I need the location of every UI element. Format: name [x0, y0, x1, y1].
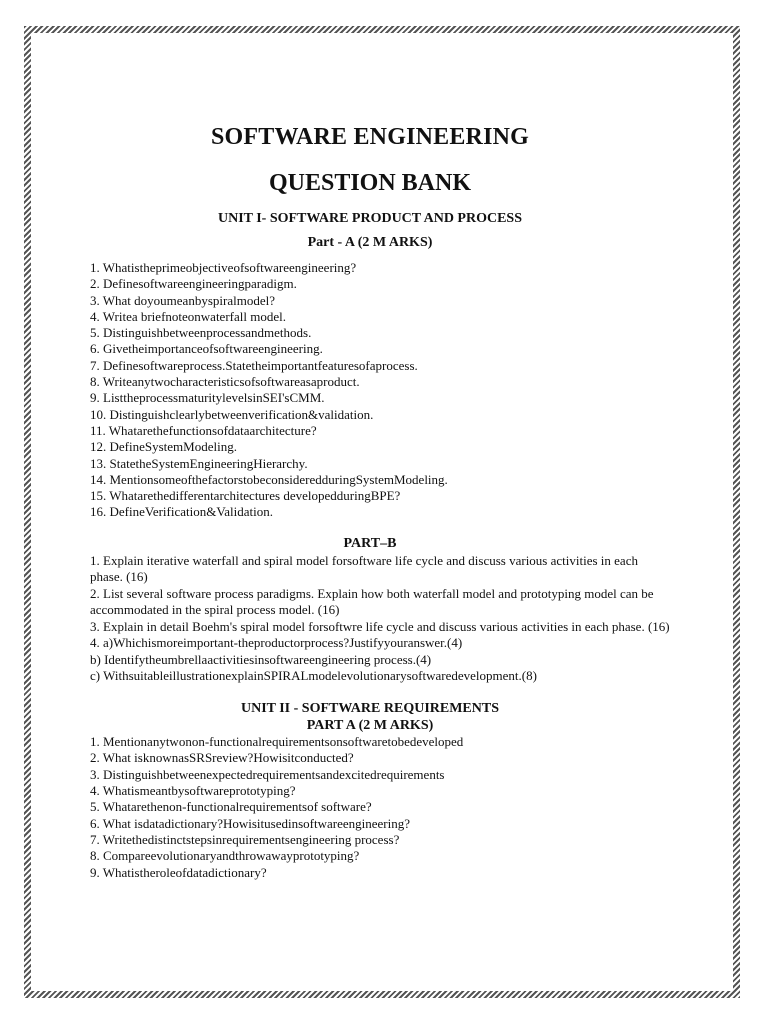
- question-item: 13. StatetheSystemEngineeringHierarchy.: [90, 455, 308, 471]
- document-subtitle: QUESTION BANK: [268, 170, 472, 196]
- unit1-part-b-list: [90, 553, 670, 684]
- unit2-heading: UNIT II - SOFTWARE REQUIREMENTS: [240, 701, 499, 717]
- question-item: 1. Mentionanytwonon-functionalrequirementsonsoftwaretobedeveloped: [90, 734, 464, 750]
- question-item: 8. Compareevolutionaryandthrowawayprototyping?: [90, 848, 360, 864]
- unit1-part-a-heading: Part - A (2 M ARKS): [307, 235, 433, 250]
- question-item: 16. DefineVerification&Validation.: [90, 504, 274, 520]
- question-item: 9. ListtheprocessmaturitylevelsinSEI'sCMM.: [90, 390, 325, 406]
- unit2-part-a-heading: PART A (2 M ARKS): [306, 718, 434, 734]
- question-item: 10. Distinguishclearlybetweenverification&validation.: [90, 406, 374, 422]
- unit1-heading: UNIT I- SOFTWARE PRODUCT AND PROCESS: [217, 211, 523, 226]
- question-item: 1. Whatistheprimeobjectiveofsoftwareengineering?: [90, 260, 357, 275]
- question-item: 7. Writethedistinctstepsinrequirementsengineering process?: [90, 831, 400, 847]
- question-item: 4. Writea briefnoteonwaterfall model.: [90, 308, 286, 324]
- question-item: 4. Whatismeantbysoftwareprototyping?: [90, 783, 296, 799]
- question-item: 6. What isdatadictionary?Howisitusedinsoftwareengineering?: [90, 815, 410, 831]
- question-item: 14. MentionsomeofthefactorstobeconsideredduringSystemModeling.: [90, 471, 448, 487]
- unit2-part-a-list: [90, 734, 670, 881]
- question-item: 5. Distinguishbetweenprocessandmethods.: [90, 325, 312, 341]
- unit1-part-a-list: [90, 260, 670, 521]
- question-item: 3. What doyoumeanbyspiralmodel?: [90, 292, 275, 308]
- question-item: c) WithsuitableillustrationexplainSPIRALmodelevolutionarysoftwaredevelopment.(8): [90, 667, 537, 683]
- unit1-part-b-heading: PART–B: [343, 535, 397, 551]
- question-item: 9. Whatistheroleofdatadictionary?: [90, 864, 267, 880]
- question-item: 6. Givetheimportanceofsoftwareengineering.: [90, 341, 323, 357]
- question-item: 3. Explain in detail Boehm's spiral model forsoftwre life cycle and discuss various activities in each phase. (16): [90, 618, 670, 634]
- question-item: 8. Writeanytwocharacteristicsofsoftwareasaproduct.: [90, 374, 360, 390]
- document-title: SOFTWARE ENGINEERING: [210, 124, 530, 150]
- question-item: 2. Definesoftwareengineeringparadigm.: [90, 276, 297, 292]
- question-item: 2. List several software process paradigms. Explain how both waterfall model and prototyping model can be accommodated in the spiral process model. (16): [90, 585, 654, 618]
- document-body: [90, 122, 670, 881]
- question-item: 11. Whatarethefunctionsofdataarchitecture?: [90, 422, 317, 438]
- question-item: 15. Whatarethedifferentarchitectures developedduringBPE?: [90, 488, 401, 504]
- question-item: 4. a)Whichismoreimportant-theproductorprocess?Justifyyouranswer.(4): [90, 635, 463, 651]
- question-item: 5. Whatarethenon-functionalrequirementsof software?: [90, 799, 372, 815]
- question-item: 3. Distinguishbetweenexpectedrequirementsandexcitedrequirements: [90, 766, 445, 782]
- question-item: 7. Definesoftwareprocess.Statetheimportantfeaturesofaprocess.: [90, 357, 418, 373]
- question-item: 12. DefineSystemModeling.: [90, 439, 237, 455]
- question-item: 1. Explain iterative waterfall and spiral model forsoftware life cycle and discuss various activities in each phase. (16): [90, 552, 638, 585]
- question-item: 2. What isknownasSRSreview?Howisitconducted?: [90, 750, 354, 766]
- question-item: b) Identifytheumbrellaactivitiesinsoftwareengineering process.(4): [90, 651, 432, 667]
